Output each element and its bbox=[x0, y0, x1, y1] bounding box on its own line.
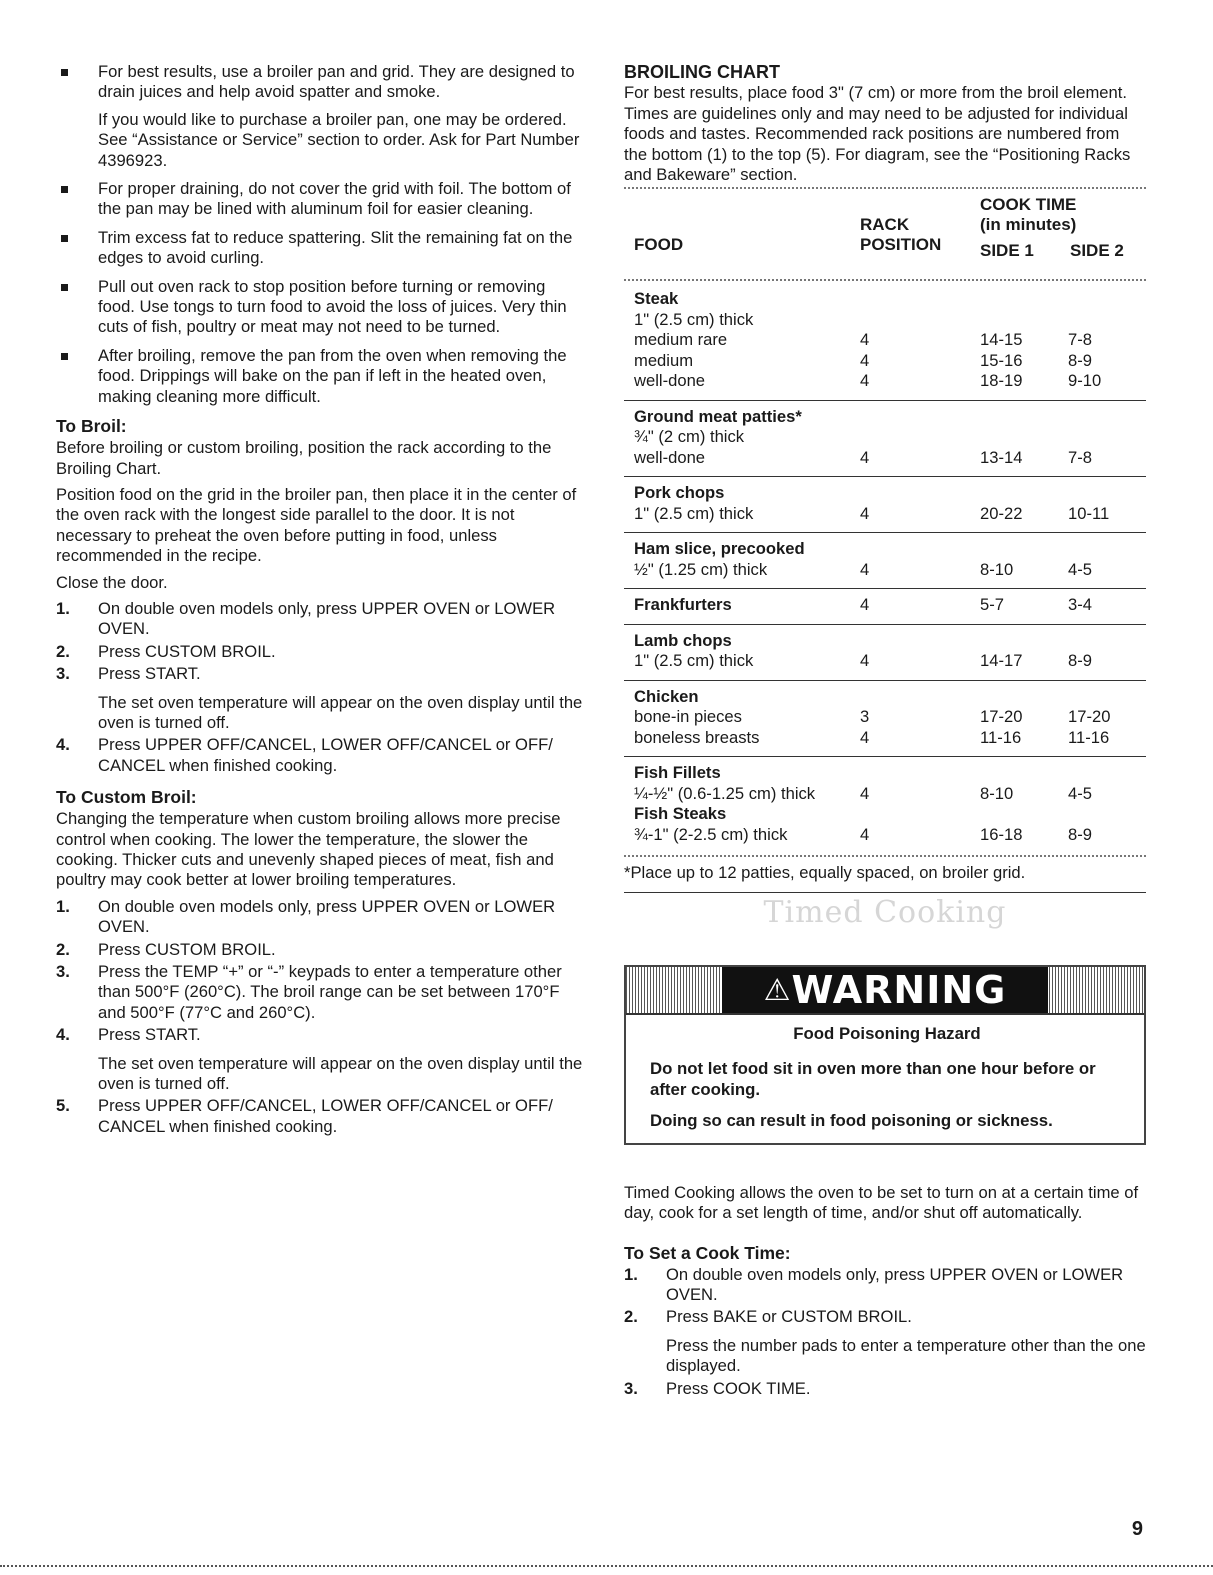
step-number: 1. bbox=[56, 598, 70, 618]
rack-cell: 4 bbox=[860, 350, 870, 370]
side1-cell: 11-16 bbox=[980, 727, 1022, 747]
warning-triangle-icon: ⚠ bbox=[763, 972, 792, 1008]
divider bbox=[624, 279, 1146, 281]
step-text: On double oven models only, press UPPER OVEN or LOWER OVEN. bbox=[666, 1264, 1124, 1305]
side2-cell: 17-20 bbox=[1068, 707, 1111, 727]
bullet-text: For best results, use a broiler pan and grid. They are designed to drain juices and help avoid spatter and smoke. bbox=[98, 62, 575, 102]
warning-body bbox=[626, 1015, 1144, 1143]
chart-group bbox=[624, 477, 1146, 532]
to-custom-broil-paragraphs bbox=[56, 809, 586, 891]
chart-row bbox=[634, 784, 1146, 805]
broiling-chart-header bbox=[624, 191, 1146, 277]
step-text: Press START. bbox=[98, 1025, 201, 1045]
step-note: Press the number pads to enter a temperature other than the one displayed. bbox=[666, 1335, 1146, 1376]
bullet-item bbox=[56, 62, 586, 171]
step-number: 2. bbox=[56, 641, 70, 661]
chart-group bbox=[624, 401, 1146, 477]
step-text: Press the TEMP “+” or “-” keypads to enter a temperature other than 500°F (260°C). The broil range can be set between 170°F and 500°F (77°C and 260°C). bbox=[98, 962, 562, 1022]
right-column bbox=[624, 62, 1146, 1403]
bullet-item bbox=[56, 277, 586, 338]
tips-bullet-list bbox=[56, 62, 586, 407]
rack-cell: 4 bbox=[860, 559, 870, 579]
food-cell: Fish Steaks bbox=[634, 804, 727, 824]
broiling-chart-title: BROILING CHART bbox=[624, 62, 780, 82]
food-cell: Ground meat patties* bbox=[634, 406, 802, 426]
step-number: 3. bbox=[56, 962, 70, 982]
divider bbox=[624, 855, 1146, 857]
food-cell: 1" (2.5 cm) thick bbox=[634, 651, 754, 671]
step-item bbox=[56, 1025, 586, 1094]
rack-cell: 4 bbox=[860, 651, 870, 671]
step-text: On double oven models only, press UPPER OVEN or LOWER OVEN. bbox=[98, 598, 556, 639]
bullet-text: After broiling, remove the pan from the oven when removing the food. Drippings will bake on the pan if left in the heated oven, making cleaning more difficult. bbox=[98, 345, 567, 406]
food-cell: well-done bbox=[634, 447, 706, 467]
broiling-chart-body bbox=[624, 283, 1146, 853]
step-item bbox=[56, 599, 586, 640]
header-food: FOOD bbox=[634, 235, 684, 255]
step-item bbox=[56, 897, 586, 938]
food-cell: bone-in pieces bbox=[634, 707, 742, 727]
food-cell: Ham slice, precooked bbox=[634, 539, 805, 559]
step-item bbox=[56, 940, 586, 960]
food-cell: Fish Fillets bbox=[634, 763, 721, 783]
header-side1: SIDE 1 bbox=[980, 241, 1034, 261]
side1-cell: 5-7 bbox=[980, 595, 1004, 615]
step-number: 1. bbox=[56, 896, 70, 916]
rack-cell: 4 bbox=[860, 783, 870, 803]
side2-cell: 11-16 bbox=[1068, 727, 1110, 747]
side1-cell: 15-16 bbox=[980, 350, 1023, 370]
chart-row bbox=[634, 763, 1146, 784]
chart-row bbox=[634, 371, 1146, 392]
to-set-cook-time-heading: To Set a Cook Time: bbox=[624, 1242, 791, 1263]
chart-row bbox=[634, 707, 1146, 728]
chart-row bbox=[634, 728, 1146, 749]
to-set-cook-time-steps bbox=[624, 1265, 1146, 1399]
chart-row bbox=[634, 595, 1146, 616]
bullet-text: If you would like to purchase a broiler pan, one may be ordered. See “Assistance or Service” section to order. Ask for Part Number 4396923. bbox=[98, 109, 580, 170]
step-text: On double oven models only, press UPPER OVEN or LOWER OVEN. bbox=[98, 896, 556, 937]
paragraph: Before broiling or custom broiling, position the rack according to the Broiling Chart. bbox=[56, 438, 552, 478]
side1-cell: 14-17 bbox=[980, 651, 1023, 671]
rack-cell: 4 bbox=[860, 447, 870, 467]
step-item bbox=[624, 1379, 1146, 1399]
header-cook-time: COOK TIME bbox=[980, 195, 1077, 215]
step-number: 2. bbox=[624, 1307, 638, 1327]
to-custom-broil-heading: To Custom Broil: bbox=[56, 787, 197, 808]
divider bbox=[624, 187, 1146, 189]
step-number: 3. bbox=[56, 664, 70, 684]
food-cell: Pork chops bbox=[634, 483, 725, 503]
chart-row bbox=[634, 351, 1146, 372]
chart-row bbox=[634, 427, 1146, 448]
rack-cell: 4 bbox=[860, 503, 870, 523]
step-text: Press CUSTOM BROIL. bbox=[98, 641, 276, 661]
step-item bbox=[56, 664, 586, 733]
chart-group bbox=[624, 681, 1146, 757]
chart-row bbox=[634, 289, 1146, 310]
chart-row bbox=[634, 483, 1146, 504]
chart-row bbox=[634, 804, 1146, 825]
side1-cell: 17-20 bbox=[980, 707, 1023, 727]
side2-cell: 8-9 bbox=[1068, 824, 1092, 844]
rack-cell: 4 bbox=[860, 330, 870, 350]
food-cell: medium rare bbox=[634, 330, 728, 350]
food-cell: Chicken bbox=[634, 686, 699, 706]
chart-row bbox=[634, 560, 1146, 581]
food-cell: ¾" (2 cm) thick bbox=[634, 427, 745, 447]
step-number: 5. bbox=[56, 1096, 70, 1116]
food-cell: Lamb chops bbox=[634, 630, 732, 650]
warning-box bbox=[624, 965, 1146, 1145]
food-cell: ¾-1" (2-2.5 cm) thick bbox=[634, 824, 788, 844]
step-item bbox=[56, 962, 586, 1023]
side1-cell: 20-22 bbox=[980, 503, 1023, 523]
chart-row bbox=[634, 310, 1146, 331]
bullet-text: For proper draining, do not cover the grid with foil. The bottom of the pan may be lined with aluminum foil for easier cleaning. bbox=[98, 179, 571, 219]
food-cell: medium bbox=[634, 350, 694, 370]
divider bbox=[624, 892, 1146, 893]
page-number: 9 bbox=[1131, 1518, 1143, 1540]
rack-cell: 4 bbox=[860, 595, 870, 615]
timed-cooking-heading: Timed Cooking bbox=[763, 894, 1007, 930]
step-text: Press COOK TIME. bbox=[666, 1378, 811, 1398]
food-cell: boneless breasts bbox=[634, 727, 760, 747]
side2-cell: 4-5 bbox=[1068, 783, 1092, 803]
side2-cell: 9-10 bbox=[1068, 371, 1102, 391]
food-cell: 1" (2.5 cm) thick bbox=[634, 503, 754, 523]
chart-group bbox=[624, 589, 1146, 624]
side1-cell: 16-18 bbox=[980, 824, 1023, 844]
side2-cell: 8-9 bbox=[1068, 651, 1092, 671]
chart-row bbox=[634, 687, 1146, 708]
chart-group bbox=[624, 533, 1146, 588]
warning-line1: Do not let food sit in oven more than one hour before or after cooking. bbox=[650, 1058, 1096, 1099]
step-note: The set oven temperature will appear on the oven display until the oven is turned off. bbox=[98, 692, 583, 732]
bullet-item bbox=[56, 228, 586, 269]
food-cell: ¼-½" (0.6-1.25 cm) thick bbox=[634, 783, 816, 803]
step-text: Press START. bbox=[98, 664, 201, 684]
header-in-minutes: (in minutes) bbox=[980, 215, 1077, 235]
timed-cooking-intro: Timed Cooking allows the oven to be set to turn on at a certain time of day, cook for a set length of time, and/or shut off automatically. bbox=[624, 1182, 1139, 1223]
step-item bbox=[56, 642, 586, 662]
header-position: POSITION bbox=[860, 235, 942, 255]
step-item bbox=[624, 1307, 1146, 1376]
food-cell: ½" (1.25 cm) thick bbox=[634, 559, 768, 579]
to-broil-paragraphs bbox=[56, 438, 586, 593]
rack-cell: 3 bbox=[860, 707, 870, 727]
paragraph: Close the door. bbox=[56, 572, 168, 592]
rack-cell: 4 bbox=[860, 371, 870, 391]
bullet-text: Trim excess fat to reduce spattering. Slit the remaining fat on the edges to avoid curling. bbox=[98, 227, 573, 268]
step-item bbox=[624, 1265, 1146, 1306]
step-text: Press UPPER OFF/CANCEL, LOWER OFF/CANCEL or OFF/ CANCEL when finished cooking. bbox=[98, 735, 553, 775]
header-rack: RACK bbox=[860, 215, 910, 235]
warning-line2: Doing so can result in food poisoning or sickness. bbox=[650, 1110, 1053, 1130]
food-cell: 1" (2.5 cm) thick bbox=[634, 309, 754, 329]
broiling-chart-footnote: *Place up to 12 patties, equally spaced, on broiler grid. bbox=[624, 863, 1026, 883]
food-cell: well-done bbox=[634, 371, 706, 391]
warning-title: Food Poisoning Hazard bbox=[793, 1023, 981, 1043]
warning-banner bbox=[626, 967, 1144, 1015]
chart-row bbox=[634, 448, 1146, 469]
side2-cell: 10-11 bbox=[1068, 503, 1110, 523]
bullet-item bbox=[56, 346, 586, 407]
side1-cell: 8-10 bbox=[980, 559, 1014, 579]
step-number: 4. bbox=[56, 1025, 70, 1045]
side1-cell: 13-14 bbox=[980, 447, 1023, 467]
chart-row bbox=[634, 330, 1146, 351]
step-item bbox=[56, 735, 586, 776]
bullet-text: Pull out oven rack to stop position before turning or removing food. Use tongs to turn food to avoid the loss of juices. Very thin cuts of fish, poultry or meat may not need to be turned. bbox=[98, 276, 567, 337]
step-note: The set oven temperature will appear on the oven display until the oven is turned off. bbox=[98, 1053, 583, 1094]
rack-cell: 4 bbox=[860, 727, 870, 747]
side2-cell: 4-5 bbox=[1068, 559, 1092, 579]
food-cell: Frankfurters bbox=[634, 595, 732, 615]
chart-row bbox=[634, 825, 1146, 846]
to-broil-heading: To Broil: bbox=[56, 416, 127, 437]
step-item bbox=[56, 1096, 586, 1137]
side1-cell: 14-15 bbox=[980, 330, 1023, 350]
step-number: 1. bbox=[624, 1264, 638, 1284]
side2-cell: 8-9 bbox=[1068, 350, 1092, 370]
left-column bbox=[56, 62, 586, 1141]
paragraph: Changing the temperature when custom broiling allows more precise control when cooking. The lower the temperature, the slower the cooking. Thicker cuts and unevenly shaped pieces of meat, fish and poultry may cook better at lower broiling temperatures. bbox=[56, 809, 561, 890]
page-bottom-border bbox=[0, 1565, 1213, 1567]
paragraph: Position food on the grid in the broiler pan, then place it in the center of the oven rack with the longest side parallel to the door. It is not necessary to preheat the oven before putting in food, unless recommended in the recipe. bbox=[56, 484, 577, 566]
bullet-item bbox=[56, 179, 586, 220]
side2-cell: 7-8 bbox=[1068, 330, 1092, 350]
chart-row bbox=[634, 631, 1146, 652]
chart-group bbox=[624, 625, 1146, 680]
chart-group bbox=[624, 757, 1146, 853]
step-number: 3. bbox=[624, 1378, 638, 1398]
rack-cell: 4 bbox=[860, 824, 870, 844]
food-cell: Steak bbox=[634, 289, 679, 309]
chart-row bbox=[634, 651, 1146, 672]
chart-row bbox=[634, 504, 1146, 525]
side1-cell: 18-19 bbox=[980, 371, 1023, 391]
step-text: Press UPPER OFF/CANCEL, LOWER OFF/CANCEL or OFF/ CANCEL when finished cooking. bbox=[98, 1096, 553, 1136]
side2-cell: 3-4 bbox=[1068, 595, 1092, 615]
header-side2: SIDE 2 bbox=[1070, 241, 1124, 261]
chart-row bbox=[634, 539, 1146, 560]
warning-label: WARNING bbox=[791, 967, 1007, 1012]
step-text: Press CUSTOM BROIL. bbox=[98, 939, 276, 959]
side2-cell: 7-8 bbox=[1068, 447, 1092, 467]
chart-group bbox=[624, 283, 1146, 400]
step-text: Press BAKE or CUSTOM BROIL. bbox=[666, 1307, 912, 1327]
to-broil-steps bbox=[56, 599, 586, 776]
step-number: 4. bbox=[56, 735, 70, 755]
side1-cell: 8-10 bbox=[980, 783, 1014, 803]
broiling-chart-intro: For best results, place food 3" (7 cm) or more from the broil element. Times are guidelines only and may need to be adjusted for individual foods and tastes. Recommended rack positions are numbered from the bottom (1) to the top (5). For diagram, see the “Positioning Racks and Bakeware” section. bbox=[624, 83, 1131, 185]
step-number: 2. bbox=[56, 939, 70, 959]
chart-row bbox=[634, 407, 1146, 428]
to-custom-broil-steps bbox=[56, 897, 586, 1137]
